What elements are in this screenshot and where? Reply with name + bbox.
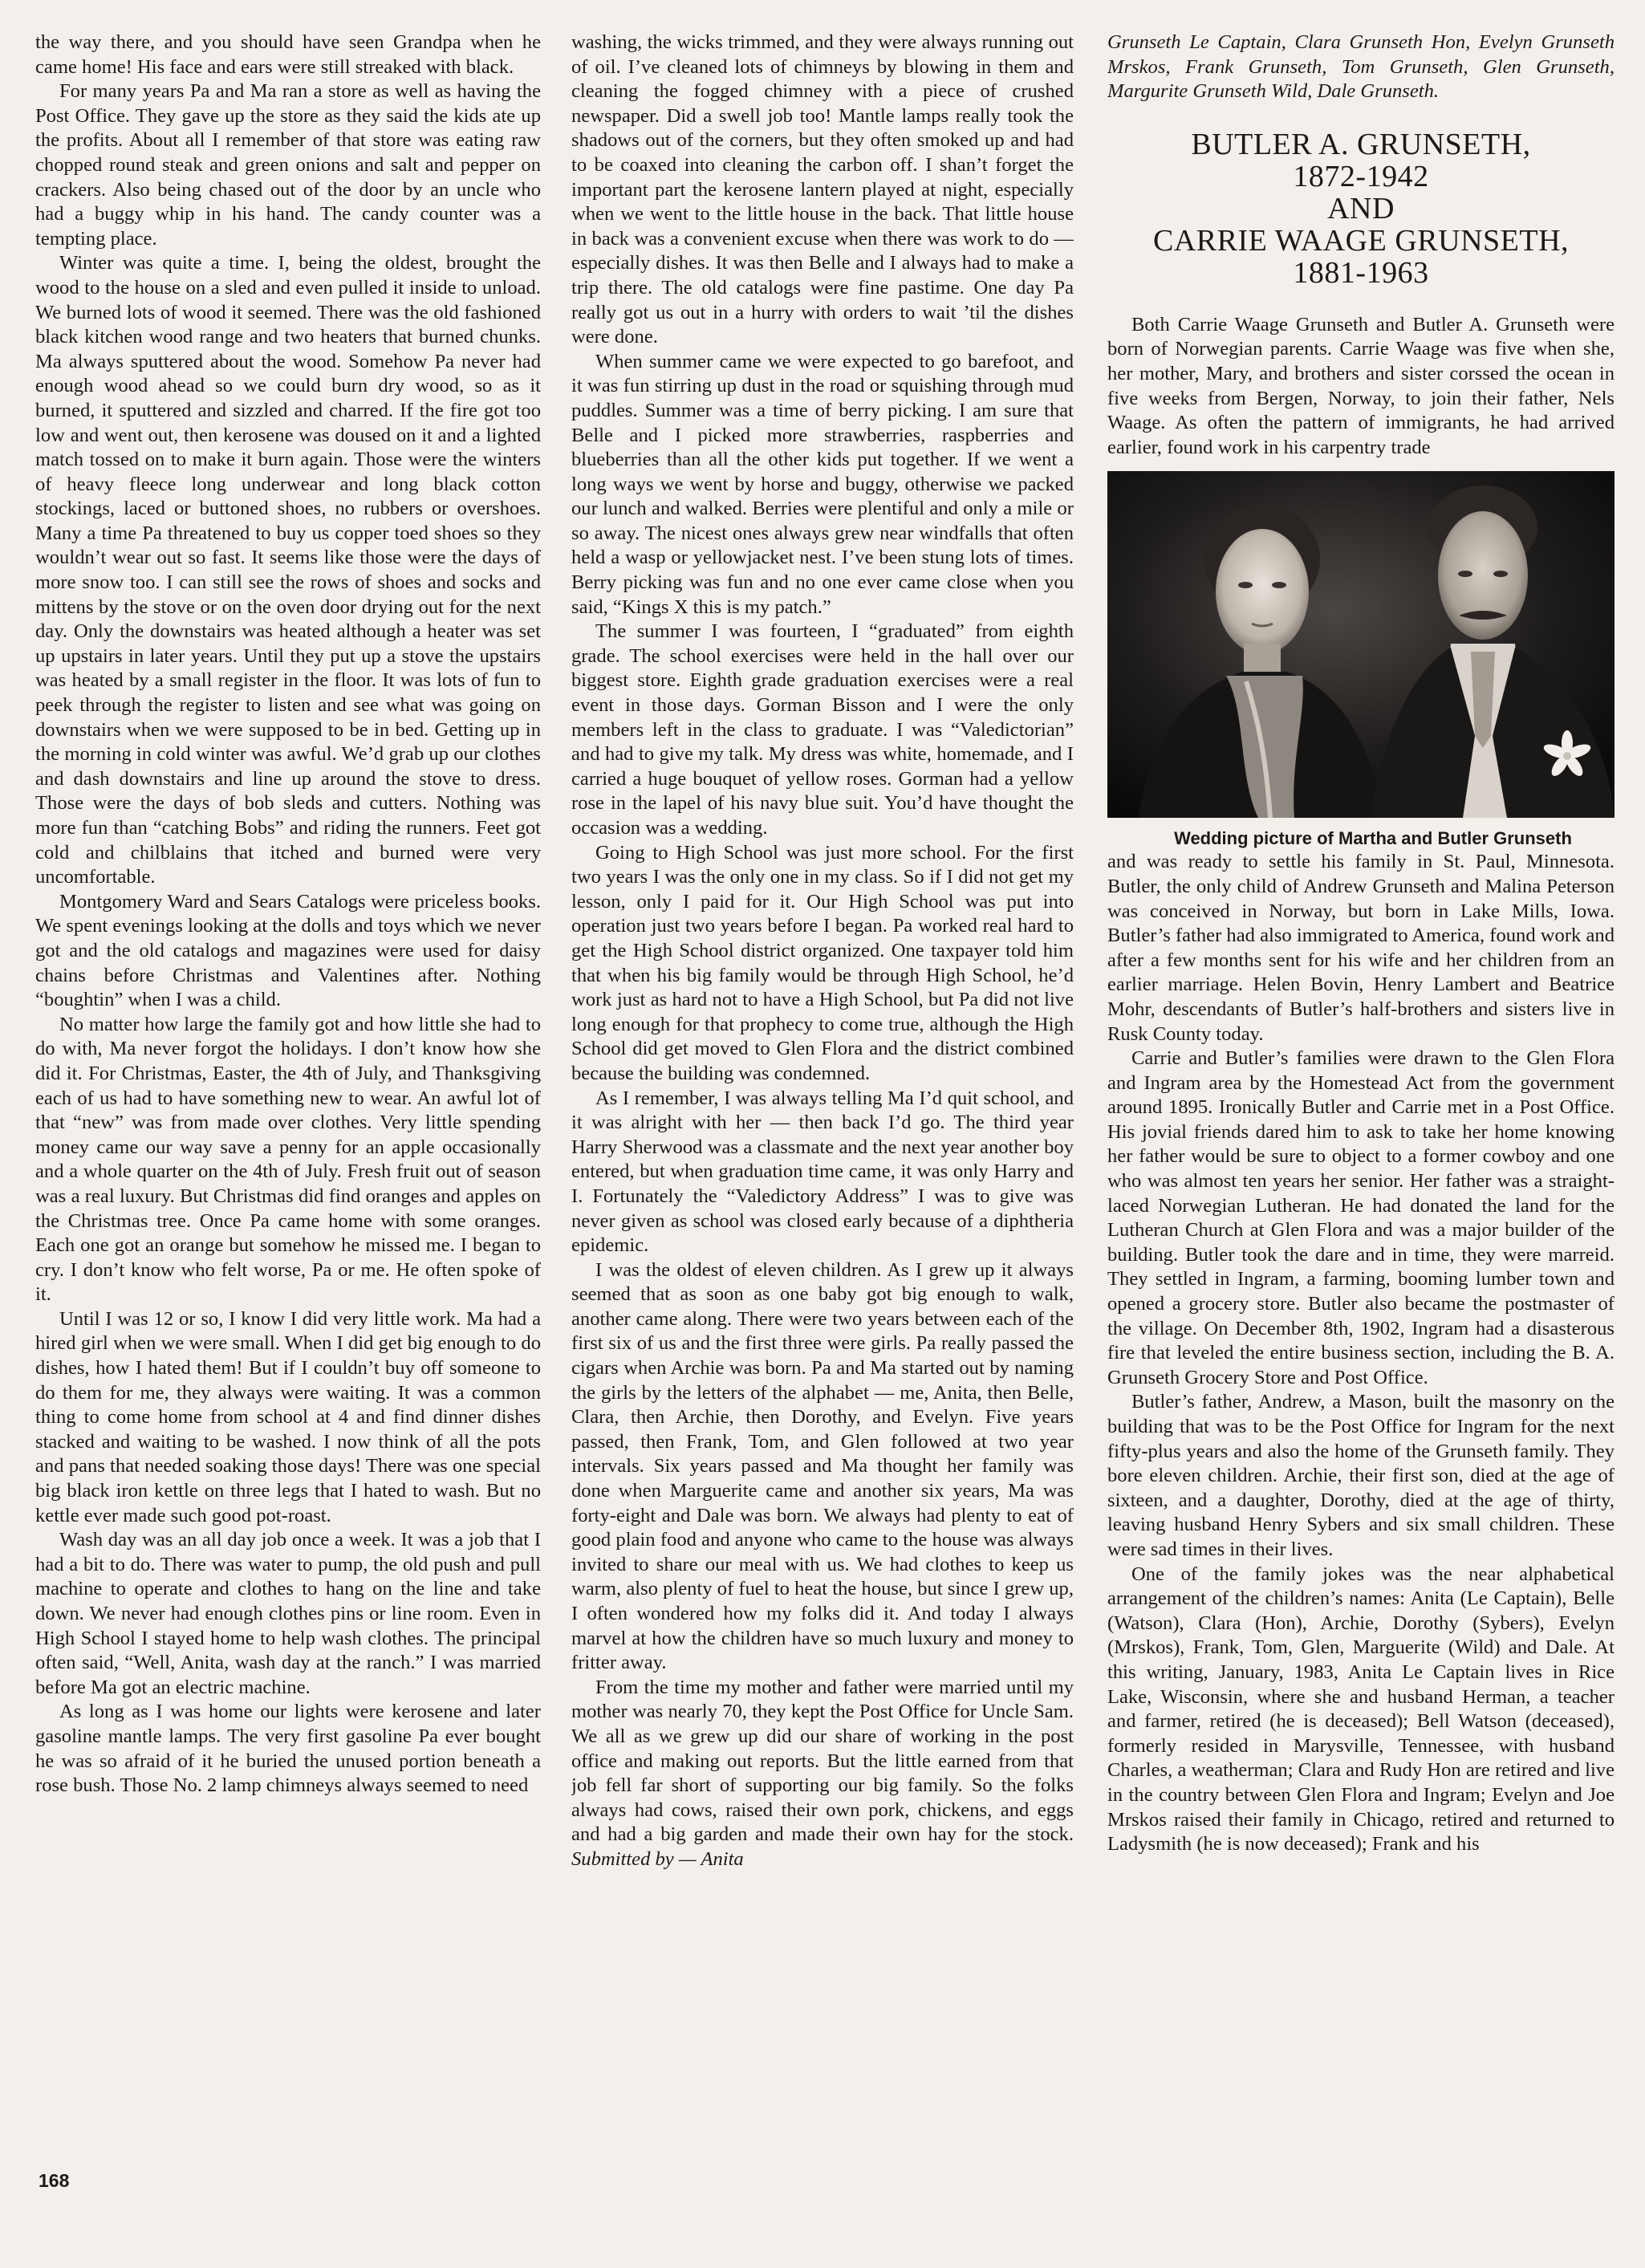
- paragraph: Both Carrie Waage Grunseth and Butler A. Grunseth were born of Norwegian parents. Carrie Waage was five when she, her mother, Mary, and brothers and sister corssed the ocean in five weeks from Bergen, Norway, to join their father, Nels Waage. As often the pattern of immigrants, he had arrived earlier, found work in his carpentry trade: [1107, 313, 1615, 458]
- signature-line: Submitted by — Anita: [571, 1847, 744, 1870]
- paragraph: Wash day was an all day job once a week. It was a job that I had a bit to do. There was water to pump, the old push and pull machine to operate and clothes to hang on the line and take down. We never had enough clothes pins or line room. Even in High School I stayed home to help wash clothes. The principal often said, “Well, Anita, wash day at the ranch.” I was married before Ma got an electric machine.: [35, 1529, 541, 1698]
- paragraph: and was ready to settle his family in St. Paul, Minnesota. Butler, the only child of Andrew Grunseth and Malina Peterson was conceived in Norway, but born in Lake Mills, Iowa. Butler’s father had also immigrated to America, found work and after a few months sent for his wife and her children from an earlier marriage. Helen Bovin, Henry Lambert and Beatrice Mohr, descendants of Butler’s half-brothers and sisters live in Rusk County today.: [1107, 851, 1615, 1045]
- column-right: [1107, 30, 1615, 2212]
- paragraph: Carrie and Butler’s families were drawn to the Glen Flora and Ingram area by the Homestead Act from the government around 1895. Ironically Butler and Carrie met in a Post Office. His jovial friends dared him to ask to take her home knowing her father would be sure to object to a former cowboy and one who was almost ten years her senior. Her father was a straight-laced Norwegian Lutheran. He had donated the land for the Lutheran Church at Glen Flora and was a major builder of the building. Butler took the dare and in time, they were marreid. They settled in Ingram, a farming, booming lumber town and opened a grocery store. Butler also became the postmaster of the village. On December 8th, 1902, Ingram had a disasterous fire that leveled the entire business section, including the B. A. Grunseth Grocery Store and Post Office.: [1107, 1047, 1615, 1388]
- paragraph: I was the oldest of eleven children. As I grew up it always seemed that as soon as one baby got big enough to walk, another came along. There were two years between each of the first six of us and the first three were girls. Pa really passed the cigars when Archie was born. Pa and Ma started out by naming the girls by the letters of the alphabet — me, Anita, then Belle, Clara, then Archie, then Dorothy, and Evelyn. Five years passed, then Frank, Tom, and Glen followed at two year intervals. Six years passed and Ma thought her family was done when Marguerite came and another six years, Ma was forty-eight and Dale was born. We always had plenty to eat of good plain food and anyone who came to the house was always invited to share our meal with us. We had clothes to keep us warm, also plenty of fuel to heat the house, but since I grew up, I often wondered how my folks did it. And today I always marvel at how the children have so much luxury and money to fritter away.: [571, 1258, 1074, 1674]
- paragraph: washing, the wicks trimmed, and they were always running out of oil. I’ve cleaned lots of chimneys by blowing in them and cleaning the fogged chimney with a piece of crushed newspaper. Did a swell job too! Mantle lamps really took the shadows out of the corners, but they often smoked up and had to be coaxed into cleaning the carbon off. I shan’t forget the important part the kerosene lantern played at night, especially when we went to the little house in the back. That little house in back was a convenient excuse when there was work to do — especially dishes. It was then Belle and I always had to make a trip there. The old catalogs were fine pastime. One day Pa really got us out in a hurry with orders to wait ’til the dishes were done.: [571, 31, 1074, 348]
- paragraph: Going to High School was just more school. For the first two years I was the only one in my class. So if I did not get my lesson, only I paid for it. Our High School was put into operation just two years before I began. Pa worked real hard to get the High School district organized. One taxpayer told him that when his big family would be through High School, he’d work just as hard not to have a High School, but Pa did not live long enough for that prophecy to come true, although the High School did get moved to Glen Flora and the district combined because the building was condemned.: [571, 841, 1074, 1084]
- column-middle: [571, 30, 1074, 2212]
- photo-caption: Wedding picture of Martha and Butler Grunseth: [1174, 828, 1572, 849]
- page-number: 168: [39, 2170, 70, 2191]
- paragraph: As I remember, I was always telling Ma I’d quit school, and it was alright with her — then back I’d go. The third year Harry Sherwood was a classmate and the next year another boy entered, but when graduation time came, it was only Harry and I. Fortunately the “Valedictory Address” I was to give was never given as school was closed early because of a diphtheria epidemic.: [571, 1087, 1074, 1257]
- wedding-photo-image: [1107, 471, 1615, 818]
- heading-line: 1872-1942: [1293, 159, 1429, 193]
- paragraph: Until I was 12 or so, I know I did very little work. Ma had a hired girl when we were small. When I did get big enough to do dishes, how I hated them! But if I couldn’t buy off someone to do them for me, they always were waiting. It was a common thing to come home from school at 4 and find dinner dishes stacked and waiting to be washed. I now think of all the pots and pans that needed soaking those days! There was one special big black iron kettle on three legs that I hated to wash. But no kettle ever made such good pot-roast.: [35, 1307, 541, 1526]
- paragraph: When summer came we were expected to go barefoot, and it was fun stirring up dust in the road or squishing through mud puddles. Summer was a time of berry picking. I am sure that Belle and I picked more strawberries, raspberries and blueberries than all the other kids put together. If we went a long ways we went by horse and buggy, otherwise we packed our lunch and walked. Berries were plentiful and only a mile or so away. The nicest ones always grew near windfalls that often held a wasp or yellowjacket nest. I’ve been stung lots of times. Berry picking was fun and no one ever came close when you said, “Kings X this is my patch.”: [571, 350, 1074, 618]
- paragraph: Montgomery Ward and Sears Catalogs were priceless books. We spent evenings looking at the dolls and toys which we never got and the old catalogs and magazines were used for daisy chains before Christmas and Valentines after. Nothing “boughtin” when I was a child.: [35, 890, 541, 1011]
- heading-line: AND: [1327, 191, 1395, 226]
- paragraph: The summer I was fourteen, I “graduated” from eighth grade. The school exercises were held in the hall over our biggest store. Eighth grade graduation exercises were a real event in those days. Gorman Bisson and I were the only members left in the class to graduate. I was “Valedictorian” and had to give my talk. My dress was white, homemade, and I carried a huge bouquet of yellow roses. Gorman had a yellow rose in the lapel of his navy blue suit. You’d have thought the occasion was a wedding.: [571, 620, 1074, 839]
- paragraph: Winter was quite a time. I, being the oldest, brought the wood to the house on a sled and even pulled it inside to unload. We burned lots of wood it seemed. There was the old fashioned black kitchen wood range and two heaters that burned chunks. Ma always sputtered about the wood. Somehow Pa never had enough wood ahead so we could burn dry wood, so as it burned, it sputtered and sizzled and charred. If the fire got too low and went out, then kerosene was doused on it and a lighted match tossed on to make it burn again. Those were the winters of heavy fleece long underwear and long black cotton stockings, laced or buttoned shoes, no rubbers or overshoes. Many a time Pa threatened to buy us copper toed shoes so they wouldn’t wear out so fast. It seems like those were the days of more snow too. I can still see the rows of shoes and socks and mittens by the stove or on the oven door drying out for the next day. Only the downstairs was heated although a heater was set up upstairs in later years. Until they put up a stove the upstairs was heated by a small register in the floor. It was lots of fun to peek through the register to listen and see what was going on downstairs when we were supposed to be in bed. Getting up in the morning in cold winter was awful. We’d grab up our clothes and dash downstairs and line up around the stove to dress. Those were the days of bob sleds and cutters. Nothing was more fun than “catching Bobs” and riding the runners. Feet got cold and chilblains that itched and burned were very uncomfortable.: [35, 252, 541, 888]
- paragraph: Butler’s father, Andrew, a Mason, built the masonry on the building that was to be the Post Office for Ingram for the next fifty-plus years and also the home of the Grunseth family. They bore eleven children. Archie, their first son, died at the age of sixteen, and a daughter, Dorothy, died at the age of thirty, leaving husband Henry Sybers and six small children. These were sad times in their lives.: [1107, 1391, 1615, 1560]
- paragraph: One of the family jokes was the near alphabetical arrangement of the children’s names: Anita (Le Captain), Belle (Watson), Clara (Hon), Archie, Dorothy (Sybers), Evelyn (Mrskos), Frank, Tom, Glen, Marguerite (Wild) and Dale. At this writing, January, 1983, Anita Le Captain lives in Rice Lake, Wisconsin, where she and husband Herman, a teacher and farmer, retired (he is deceased); Bell Watson (deceased), formerly resided in Marysville, Tennessee, with husband Charles, a weatherman; Clara and Rudy Hon are retired and live in the country between Glen Flora and Ingram; Evelyn and Joe Mrskos raised their family in Chicago, retired and returned to Ladysmith (he is now deceased); Frank and his: [1107, 1563, 1615, 1855]
- article-heading: [1107, 128, 1615, 289]
- paragraph: No matter how large the family got and how little she had to do with, Ma never forgot the holidays. I don’t know how she did it. For Christmas, Easter, the 4th of July, and Thanksgiving each of us had to have something new to wear. An awful lot of that “new” was from made over clothes. Very little spending money came our way save a penny for an apple occasionally and a whole quarter on the 4th of July. Fresh fruit out of season was a real luxury. But Christmas did find oranges and apples on the Christmas tree. Once Pa came home with some oranges. Each one got an orange but somehow he missed me. I began to cry. I don’t know who felt worse, Pa or me. He often spoke of it.: [35, 1013, 541, 1306]
- paragraph: As long as I was home our lights were kerosene and later gasoline mantle lamps. The very first gasoline Pa ever bought he was so afraid of it he buried the unused portion beneath a rose bush. Those No. 2 lamp chimneys always seemed to need: [35, 1701, 541, 1797]
- wedding-photo: [1107, 471, 1615, 818]
- heading-line: BUTLER A. GRUNSETH,: [1191, 127, 1531, 161]
- paragraph-text: From the time my mother and father were married until my mother was nearly 70, they kept the Post Office for Uncle Sam. We all as we grew up did our share of working in the post office and making out reports. But the little earned from that job fell far short of supporting our big family. So the folks always had cows, raised their own pork, chickens, and eggs and had a big garden and made their own hay for the stock.: [571, 1676, 1074, 1846]
- paragraph-final: [571, 1676, 1074, 1872]
- contributor-names: Grunseth Le Captain, Clara Grunseth Hon, Evelyn Grunseth Mrskos, Frank Grunseth, Tom Grunseth, Glen Grunseth, Margurite Grunseth Wild, Dale Grunseth.: [1107, 31, 1615, 103]
- heading-line: 1881-1963: [1293, 255, 1429, 290]
- heading-line: CARRIE WAAGE GRUNSETH,: [1152, 223, 1570, 258]
- paragraph: For many years Pa and Ma ran a store as well as having the Post Office. They gave up the store as they said the kids ate up the profits. About all I remember of that store was eating raw chopped round steak and green onions and salt and pepper on crackers. Also being chased out of the door by an uncle who had a buggy whip in his hand. The candy counter was a tempting place.: [35, 80, 541, 250]
- column-left: [35, 30, 541, 2212]
- paragraph: the way there, and you should have seen Grandpa when he came home! His face and ears were still streaked with black.: [35, 31, 541, 78]
